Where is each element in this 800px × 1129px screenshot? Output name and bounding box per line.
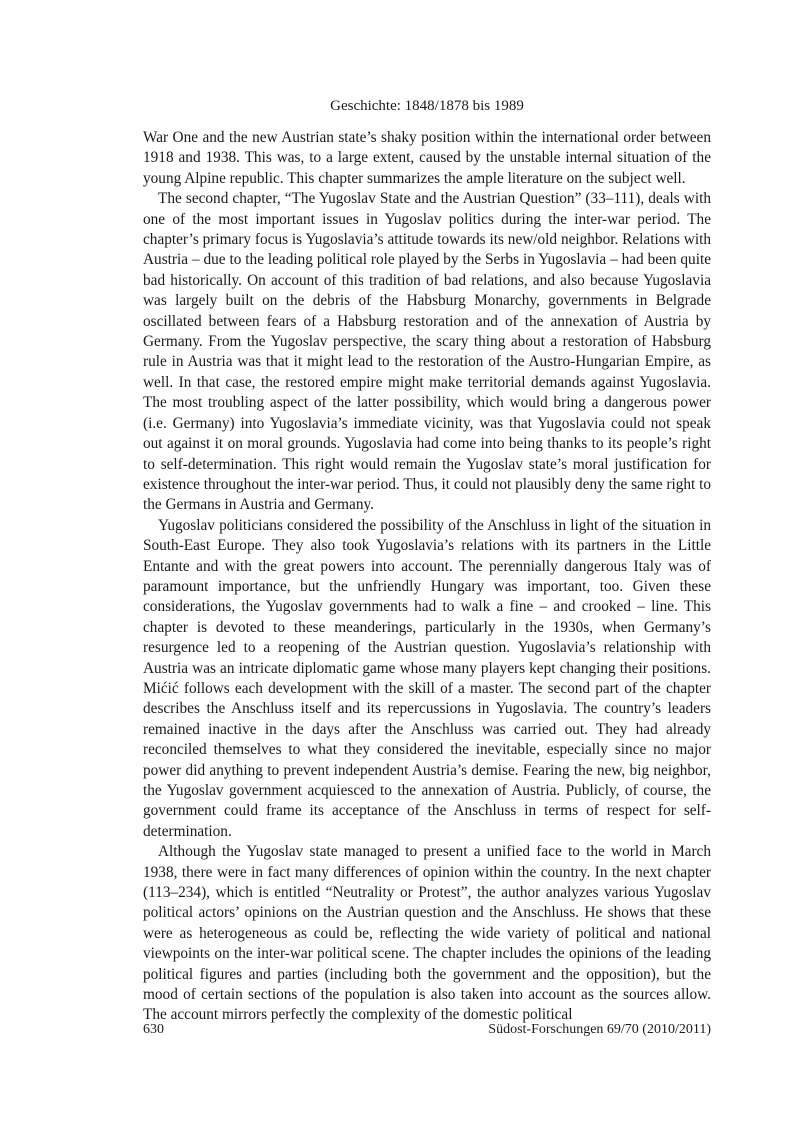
running-title: Geschichte: 1848/1878 bis 1989 bbox=[330, 98, 524, 114]
page-number: 630 bbox=[143, 1022, 164, 1037]
body-paragraph: The second chapter, “The Yugoslav State and the Austrian Question” (33–111), deals with one of the most important issues in Yugoslav politics during the inter-war period. The chapter’s primary focus is Yugoslavia’s attitude towards its new/old neighbor. Relations with Austria – due to the leading political role played by the Serbs in Yugoslavia – had been quite bad historically. On account of this tradition of bad relations, and also because Yugoslavia was largely built on the debris of the Habsburg Monarchy, governments in Belgrade oscillated between fears of a Habsburg restoration and of the annexation of Austria by Germany. From the Yugoslav perspective, the scary thing about a restoration of Habsburg rule in Austria was that it might lead to the restoration of the Austro-Hungarian Empire, as well. In that case, the restored empire might make territorial demands against Yugoslavia. The most troubling aspect of the latter possibility, which would bring a dangerous power (i.e. Germany) into Yugoslavia’s immediate vicinity, was that Yugoslavia could not speak out against it on moral grounds. Yugoslavia had come into being thanks to its people’s right to self-determination. This right would remain the Yugoslav state’s moral justification for existence throughout the inter-war period. Thus, it could not plausibly deny the same right to the Germans in Austria and Germany. bbox=[143, 190, 711, 514]
body-paragraph: Yugoslav politicians considered the possibility of the Anschluss in light of the situation in South-East Europe. They also took Yugoslavia’s relations with its partners in the Little Entante and with the great powers into account. The perennially dangerous Italy was of paramount importance, but the unfriendly Hungary was important, too. Given these considerations, the Yugoslav governments had to walk a fine – and crooked – line. This chapter is devoted to these meanderings, particularly in the 1930s, when Germany’s resurgence led to a reopening of the Austrian question. Yugoslavia’s relationship with Austria was an intricate diplomatic game whose many players kept changing their positions. Mićić follows each development with the skill of a master. The second part of the chapter describes the Anschluss itself and its repercussions in Yugoslavia. The country’s leaders remained inactive in the days after the Anschluss was carried out. They had already reconciled themselves to what they considered the inevitable, especially since no major power did anything to prevent independent Austria’s demise. Fearing the new, big neighbor, the Yugoslav government acquiesced to the annexation of Austria. Publicly, of course, the government could frame its acceptance of the Anschluss in terms of respect for self-determination. bbox=[143, 516, 711, 840]
article-body bbox=[143, 128, 711, 1026]
body-paragraph: War One and the new Austrian state’s shaky position within the international order between 1918 and 1938. This was, to a large extent, caused by the unstable internal situation of the young Alpine republic. This chapter summarizes the ample literature on the subject well. bbox=[143, 129, 711, 187]
body-paragraph: Although the Yugoslav state managed to present a unified face to the world in March 1938, there were in fact many differences of opinion within the country. In the next chapter (113–234), which is entitled “Neutrality or Protest”, the author analyzes various Yugoslav political actors’ opinions on the Austrian question and the Anschluss. He shows that these were as heterogeneous as could be, reflecting the wide variety of political and national viewpoints on the inter-war political scene. The chapter includes the opinions of the leading political figures and parties (including both the government and the opposition), but the mood of certain sections of the population is also taken into account as the sources allow. The account mirrors perfectly the complexity of the domestic political bbox=[143, 843, 711, 1024]
journal-citation: Südost-Forschungen 69/70 (2010/2011) bbox=[488, 1022, 711, 1037]
